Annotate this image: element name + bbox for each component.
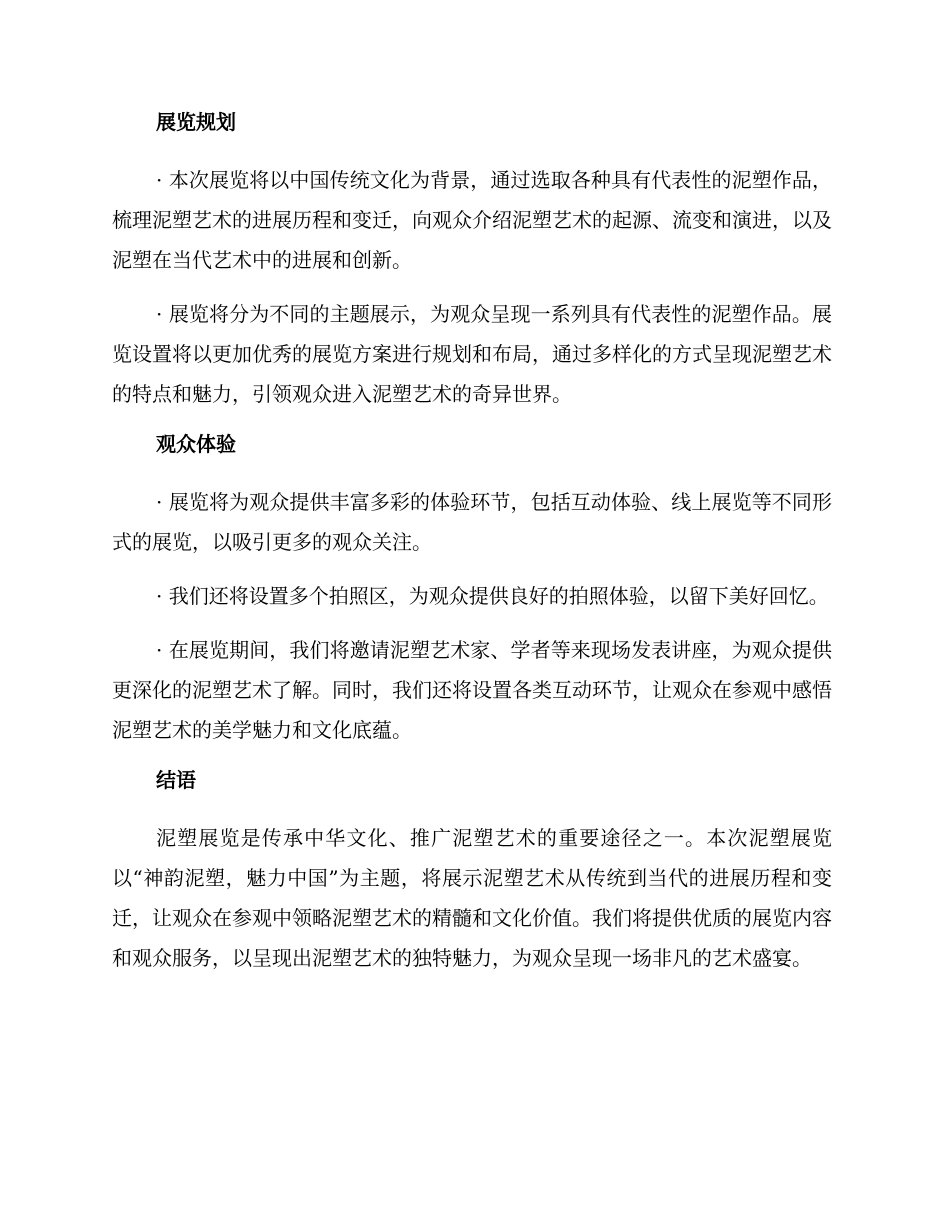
paragraph: · 在展览期间，我们将邀请泥塑艺术家、学者等来现场发表讲座，为观众提供更深化的泥塑艺术了解。同时，我们还将设置各类互动环节，让观众在参观中感悟泥塑艺术的美学魅力和文化底蕴。 bbox=[112, 638, 832, 742]
paragraph: · 展览将为观众提供丰富多彩的体验环节，包括互动体验、线上展览等不同形式的展览，以吸引更多的观众关注。 bbox=[112, 490, 832, 554]
section-conclusion bbox=[112, 764, 832, 978]
paragraph: · 展览将分为不同的主题展示，为观众呈现一系列具有代表性的泥塑作品。展览设置将以更加优秀的展览方案进行规划和布局，通过多样化的方式呈现泥塑艺术的特点和魅力，引领观众进入泥塑艺术的奇异世界。 bbox=[112, 302, 832, 406]
paragraph: · 本次展览将以中国传统文化为背景，通过选取各种具有代表性的泥塑作品，梳理泥塑艺术的进展历程和变迁，向观众介绍泥塑艺术的起源、流变和演进，以及泥塑在当代艺术中的进展和创新。 bbox=[112, 168, 832, 272]
section-heading: 展览规划 bbox=[156, 110, 236, 134]
section-audience-experience bbox=[112, 428, 832, 750]
paragraph: · 我们还将设置多个拍照区，为观众提供良好的拍照体验，以留下美好回忆。 bbox=[156, 584, 829, 608]
section-heading: 观众体验 bbox=[156, 432, 236, 456]
section-exhibition-planning bbox=[112, 106, 832, 414]
document-page bbox=[112, 106, 832, 992]
paragraph: 泥塑展览是传承中华文化、推广泥塑艺术的重要途径之一。本次泥塑展览以“神韵泥塑，魅力中国”为主题，将展示泥塑艺术从传统到当代的进展历程和变迁，让观众在参观中领略泥塑艺术的精髓和文化价值。我们将提供优质的展览内容和观众服务，以呈现出泥塑艺术的独特魅力，为观众呈现一场非凡的艺术盛宴。 bbox=[112, 826, 832, 970]
section-heading: 结语 bbox=[156, 768, 196, 792]
